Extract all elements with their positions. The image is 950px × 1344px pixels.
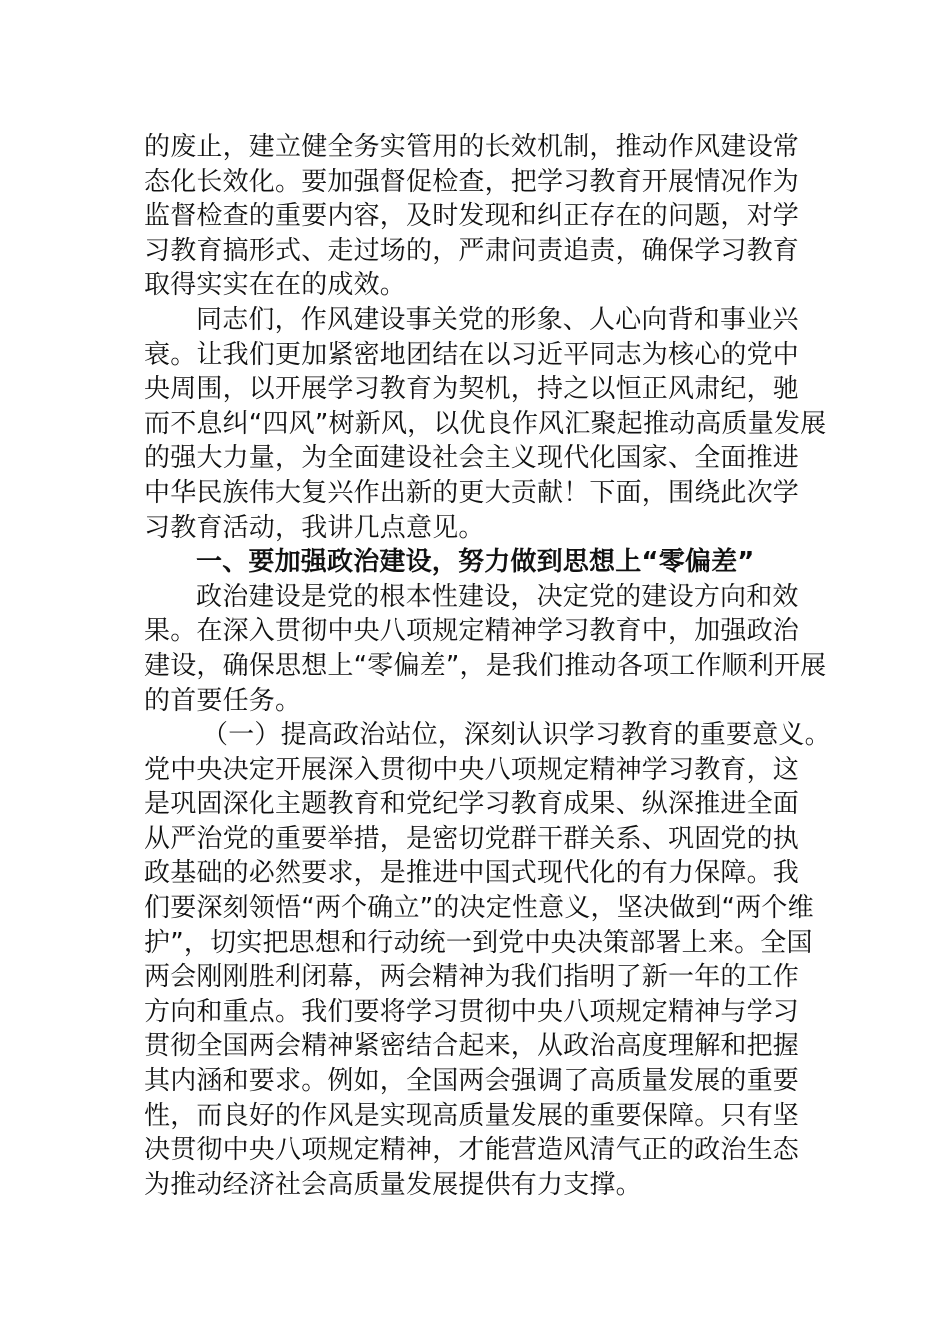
text-line: 监督检查的重要内容，及时发现和纠正存在的问题，对学 [144,201,800,232]
text-line: 是巩固深化主题教育和党纪学习教育成果、纵深推进全面 [144,789,800,820]
text-line: 性，而良好的作风是实现高质量发展的重要保障。只有坚 [144,1100,800,1131]
text-line: 的强大力量，为全面建设社会主义现代化国家、全面推进 [144,443,800,474]
text-line: 果。在深入贯彻中央八项规定精神学习教育中，加强政治 [144,616,800,647]
text-line: 习教育活动，我讲几点意见。 [144,512,485,543]
text-line: 习教育搞形式、走过场的，严肃问责追责，确保学习教育 [144,235,800,266]
text-line: 方向和重点。我们要将学习贯彻中央八项规定精神与学习 [144,996,800,1027]
text-line: 其内涵和要求。例如，全国两会强调了高质量发展的重要 [144,1066,800,1097]
text-line: 政治建设是党的根本性建设，决定党的建设方向和效 [196,581,799,612]
text-line: 央周围，以开展学习教育为契机，持之以恒正风肃纪，驰 [144,374,800,405]
text-line: 的首要任务。 [144,685,302,716]
text-line: 们要深刻领悟“两个确立”的决定性意义，坚决做到“两个维 [144,893,814,924]
text-line: 中华民族伟大复兴作出新的更大贡献！下面，围绕此次学 [144,477,800,508]
paragraph-political-building [144,580,827,718]
text-line: 取得实实在在的成效。 [144,270,407,301]
text-line: 衰。让我们更加紧密地团结在以习近平同志为核心的党中 [144,339,800,370]
text-line: 而不息纠“四风”树新风，以优良作风汇聚起推动高质量发展 [144,408,827,439]
text-line: 的废止，建立健全务实管用的长效机制，推动作风建设常 [144,132,800,162]
text-line: 为推动经济社会高质量发展提供有力支撑。 [144,1169,642,1200]
document-page [144,130,831,1202]
text-line: 贯彻全国两会精神紧密结合起来，从政治高度理解和把握 [144,1031,800,1062]
text-line: 态化长效化。要加强督促检查，把学习教育开展情况作为 [144,166,800,197]
text-line: 党中央决定开展深入贯彻中央八项规定精神学习教育，这 [144,754,800,785]
text-line: 政基础的必然要求，是推进中国式现代化的有力保障。我 [144,858,800,889]
text-line: 两会刚刚胜利闭幕，两会精神为我们指明了新一年的工作 [144,962,800,993]
text-line: 决贯彻中央八项规定精神，才能营造风清气正的政治生态 [144,1135,800,1166]
paragraph-comrades [144,303,827,545]
text-line: 护”，切实把思想和行动统一到党中央决策部署上来。全国 [144,927,813,958]
paragraph-subsection-one [144,718,831,1202]
section-heading: 一、要加强政治建设，努力做到思想上“零偏差” [196,547,755,578]
text-line: 同志们，作风建设事关党的形象、人心向背和事业兴 [196,304,799,335]
text-line: 从严治党的重要举措，是密切党群干群关系、巩固党的执 [144,823,800,854]
paragraph-continuation [144,130,814,303]
text-line: 建设，确保思想上“零偏差”，是我们推动各项工作顺利开展 [144,650,827,681]
subsection-heading-line: （一）提高政治站位，深刻认识学习教育的重要意义。 [202,720,831,751]
